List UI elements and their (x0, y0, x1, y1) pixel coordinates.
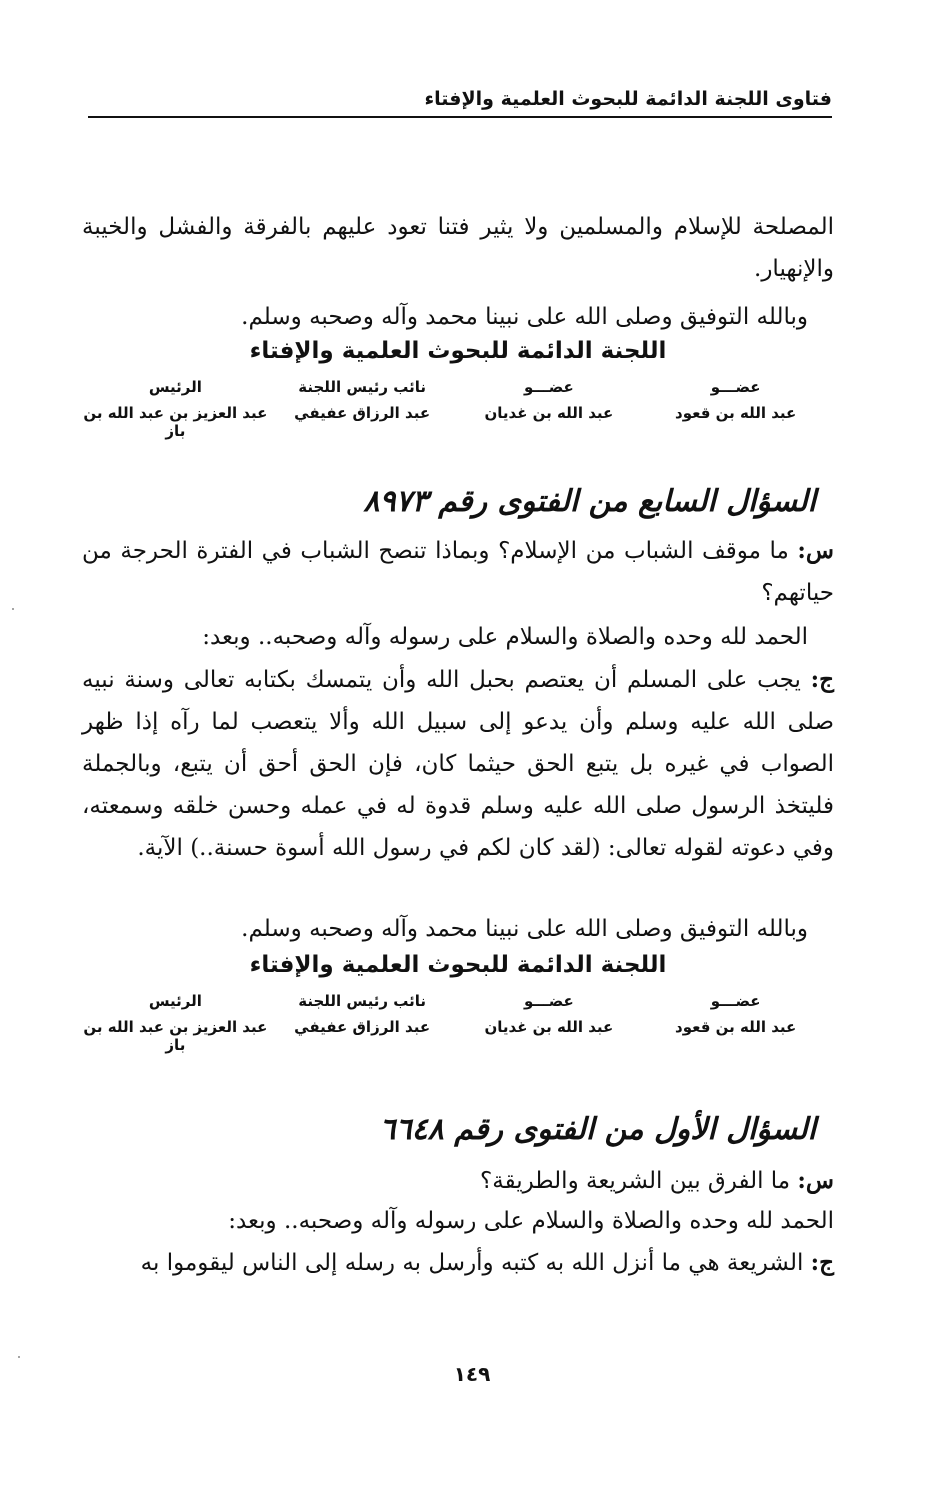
answer-paragraph (82, 1242, 834, 1284)
signature-name: عبد العزيز بن عبد الله بن باز (83, 1018, 268, 1054)
committee-title: اللجنة الدائمة للبحوث العلمية والإفتاء (249, 338, 667, 364)
signature-member-1 (642, 992, 829, 1054)
question-paragraph (82, 1160, 834, 1202)
answer-label: ج: (810, 666, 835, 693)
signature-vice-chair (269, 992, 456, 1054)
signature-role: نائب رئيس اللجنة (298, 378, 426, 396)
signature-chair (82, 378, 269, 440)
signature-role: الرئيس (148, 378, 202, 396)
question-heading: السؤال السابع من الفتوى رقم ٨٩٧٣ (363, 484, 816, 519)
signature-vice-chair (269, 378, 456, 440)
signature-role: عضـــو (710, 992, 761, 1010)
paragraph-continuation: المصلحة للإسلام والمسلمين ولا يثير فتنا تعود عليهم بالفرقة والفشل والخيبة والإنهيار. (82, 214, 834, 282)
signature-chair (82, 992, 269, 1054)
signature-name: عبد الرزاق عفيفي (294, 1018, 431, 1036)
signature-name: عبد الله بن قعود (675, 1018, 797, 1036)
question-label: س: (797, 537, 834, 564)
question-label: س: (797, 1167, 834, 1194)
signature-role: نائب رئيس اللجنة (298, 992, 426, 1010)
signature-name: عبد الرزاق عفيفي (294, 404, 431, 422)
praise-line: الحمد لله وحده والصلاة والسلام على رسوله وآله وصحبه.. وبعد: (202, 624, 808, 650)
scan-speck (18, 1356, 20, 1358)
signature-member-2 (456, 992, 643, 1054)
closing-line: وبالله التوفيق وصلى الله على نبينا محمد وآله وصحبه وسلم. (241, 304, 808, 330)
signature-row (82, 992, 829, 1054)
signature-role: عضـــو (710, 378, 761, 396)
question-text: ما موقف الشباب من الإسلام؟ وبماذا تنصح الشباب في الفترة الحرجة من حياتهم؟ (82, 538, 834, 606)
signature-name: عبد العزيز بن عبد الله بن باز (83, 404, 268, 440)
signature-member-1 (642, 378, 829, 440)
signature-role: الرئيس (148, 992, 202, 1010)
signature-role: عضـــو (523, 992, 574, 1010)
answer-text: الشريعة هي ما أنزل الله به كتبه وأرسل به رسله إلى الناس ليقوموا به (140, 1250, 804, 1276)
signature-row (82, 378, 829, 440)
praise-line: الحمد لله وحده والصلاة والسلام على رسوله وآله وصحبه.. وبعد: (228, 1208, 834, 1234)
signature-member-2 (456, 378, 643, 440)
scan-speck (12, 608, 14, 610)
closing-line: وبالله التوفيق وصلى الله على نبينا محمد وآله وصحبه وسلم. (241, 916, 808, 942)
answer-text: يجب على المسلم أن يعتصم بحبل الله وأن يتمسك بكتابه تعالى وسنة نبيه صلى الله عليه وسلم وأن يدعو إلى سبيل الله وألا يتعصب لما رآه إذا ظهر الصواب في غيره بل يتبع الحق حيثما كان، فإن الحق أحق أن يتبع، وبالجملة فليتخذ الرسول صلى الله عليه وسلم قدوة له في عمله وحسن خلقه وسمعته، وفي دعوته لقوله تعالى: (لقد كان لكم في رسول الله أسوة حسنة..) الآية. (82, 667, 834, 861)
header-title: فتاوى اللجنة الدائمة للبحوث العلمية والإفتاء (418, 88, 832, 110)
answer-label: ج: (810, 1249, 834, 1276)
running-header (88, 88, 832, 128)
question-heading: السؤال الأول من الفتوى رقم ٦٦٤٨ (379, 1112, 816, 1147)
signature-name: عبد الله بن غديان (484, 1018, 614, 1036)
committee-title: اللجنة الدائمة للبحوث العلمية والإفتاء (249, 952, 667, 978)
signature-name: عبد الله بن قعود (675, 404, 797, 422)
question-text: ما الفرق بين الشريعة والطريقة؟ (480, 1168, 791, 1194)
page-number: ١٤٩ (453, 1362, 491, 1386)
signature-role: عضـــو (523, 378, 574, 396)
header-rule (88, 116, 832, 118)
answer-paragraph (82, 659, 834, 869)
question-paragraph (82, 530, 834, 614)
signature-name: عبد الله بن غديان (484, 404, 614, 422)
